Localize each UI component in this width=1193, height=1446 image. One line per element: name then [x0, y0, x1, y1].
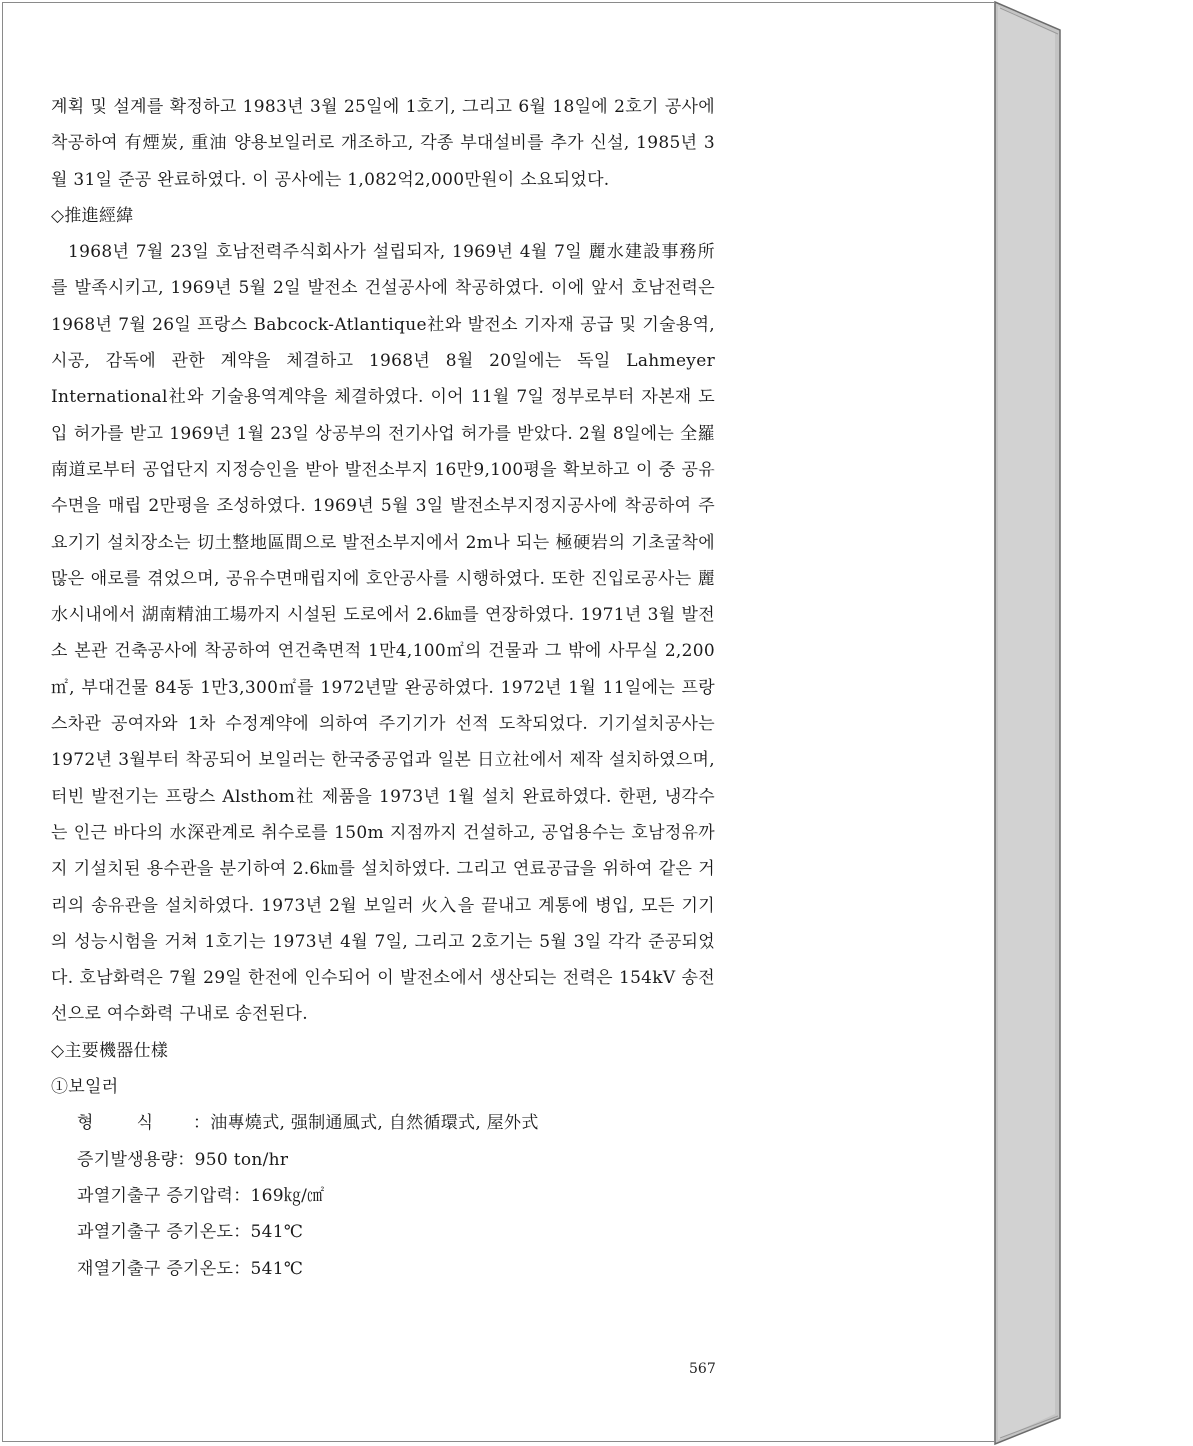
spec-row-reheater-temperature: [51, 1251, 715, 1287]
page-content: [51, 89, 715, 1287]
boiler-subheading: ①보일러: [51, 1077, 119, 1098]
spec-value: ：541℃: [233, 1258, 304, 1279]
spec-row-superheater-temperature: [51, 1214, 715, 1250]
history-heading: ◇推進經緯: [51, 205, 134, 226]
spec-label: 증기발생용량: [77, 1149, 178, 1170]
spec-value: ：950 ton/hr: [177, 1149, 289, 1170]
document-page: [2, 2, 995, 1442]
spec-row-superheater-pressure: [51, 1178, 715, 1214]
spec-row-type: [51, 1105, 715, 1141]
spec-label: 재열기출구 증기온도: [77, 1258, 234, 1279]
history-paragraph: 1968년 7월 23일 호남전력주식회사가 설립되자, 1969년 4월 7일 麗水建設事務所를 발족시키고, 1969년 5월 2일 발전소 건설공사에 착공하였다. 이에 앞서 호남전력은 1968년 7월 26일 프랑스 Babcock-Atlantique社와 발전소 기자재 공급 및 기술용역, 시공, 감독에 관한 계약을 체결하고 1968년 8월 20일에는 독일 Lahmeyer International社와 기술용역계약을 체결하였다. 이어 11월 7일 정부로부터 자본재 도입 허가를 받고 1969년 1월 23일 상공부의 전기사업 허가를 받았다. 2월 8일에는 全羅南道로부터 공업단지 지정승인을 받아 발전소부지 16만9,100평을 확보하고 이 중 공유수면을 매립 2만평을 조성하였다. 1969년 5월 3일 발전소부지정지공사에 착공하여 주요기기 설치장소는 切土整地區間으로 발전소부지에서 2m나 되는 極硬岩의 기초굴착에 많은 애로를 겪었으며, 공유수면매립지에 호안공사를 시행하였다. 또한 진입로공사는 麗水시내에서 湖南精油工場까지 시설된 도로에서 2.6㎞를 연장하였다. 1971년 3월 발전소 본관 건축공사에 착공하여 연건축면적 1만4,100㎡의 건물과 그 밖에 사무실 2,200㎡, 부대건물 84동 1만3,300㎡를 1972년말 완공하였다. 1972년 1월 11일에는 프랑스차관 공여자와 1차 수정계약에 의하여 주기기가 선적 도착되었다. 기기설치공사는 1972년 3월부터 착공되어 보일러는 한국중공업과 일본 日立社에서 제작 설치하였으며, 터빈 발전기는 프랑스 Alsthom社 제품을 1973년 1월 설치 완료하였다. 한편, 냉각수는 인근 바다의 水深관계로 취수로를 150m 지점까지 건설하고, 공업용수는 호남정유까지 기설치된 용수관을 분기하여 2.6㎞를 설치하였다. 그리고 연료공급을 위하여 같은 거리의 송유관을 설치하였다. 1973년 2월 보일러 火入을 끝내고 계통에 병입, 모든 기기의 성능시험을 거쳐 1호기는 1973년 4월 7일, 그리고 2호기는 5월 3일 각각 준공되었다. 호남화력은 7월 29일 한전에 인수되어 이 발전소에서 생산되는 전력은 154kV 송전선으로 여수화력 구내로 송전된다.: [51, 242, 715, 1025]
spec-label: 과열기출구 증기온도: [77, 1222, 234, 1243]
spec-label: 과열기출구 증기압력: [77, 1185, 234, 1206]
page-number: 567: [689, 1361, 716, 1377]
spec-value: ：541℃: [233, 1222, 304, 1243]
specs-heading: ◇主要機器仕樣: [51, 1040, 169, 1061]
spec-row-steam-capacity: [51, 1142, 715, 1178]
spec-value: ：169㎏/㎠: [233, 1185, 325, 1206]
spec-label: 형 식: [77, 1113, 154, 1134]
spec-value: ：油專燒式, 强制通風式, 自然循環式, 屋外式: [193, 1113, 539, 1134]
intro-paragraph: 계획 및 설계를 확정하고 1983년 3월 25일에 1호기, 그리고 6월 18일에 2호기 공사에 착공하여 有煙炭, 重油 양용보일러로 개조하고, 각종 부대설비를 추가 신설, 1985년 3월 31일 준공 완료하였다. 이 공사에는 1,082억2,000만원이 소요되었다.: [51, 97, 715, 190]
